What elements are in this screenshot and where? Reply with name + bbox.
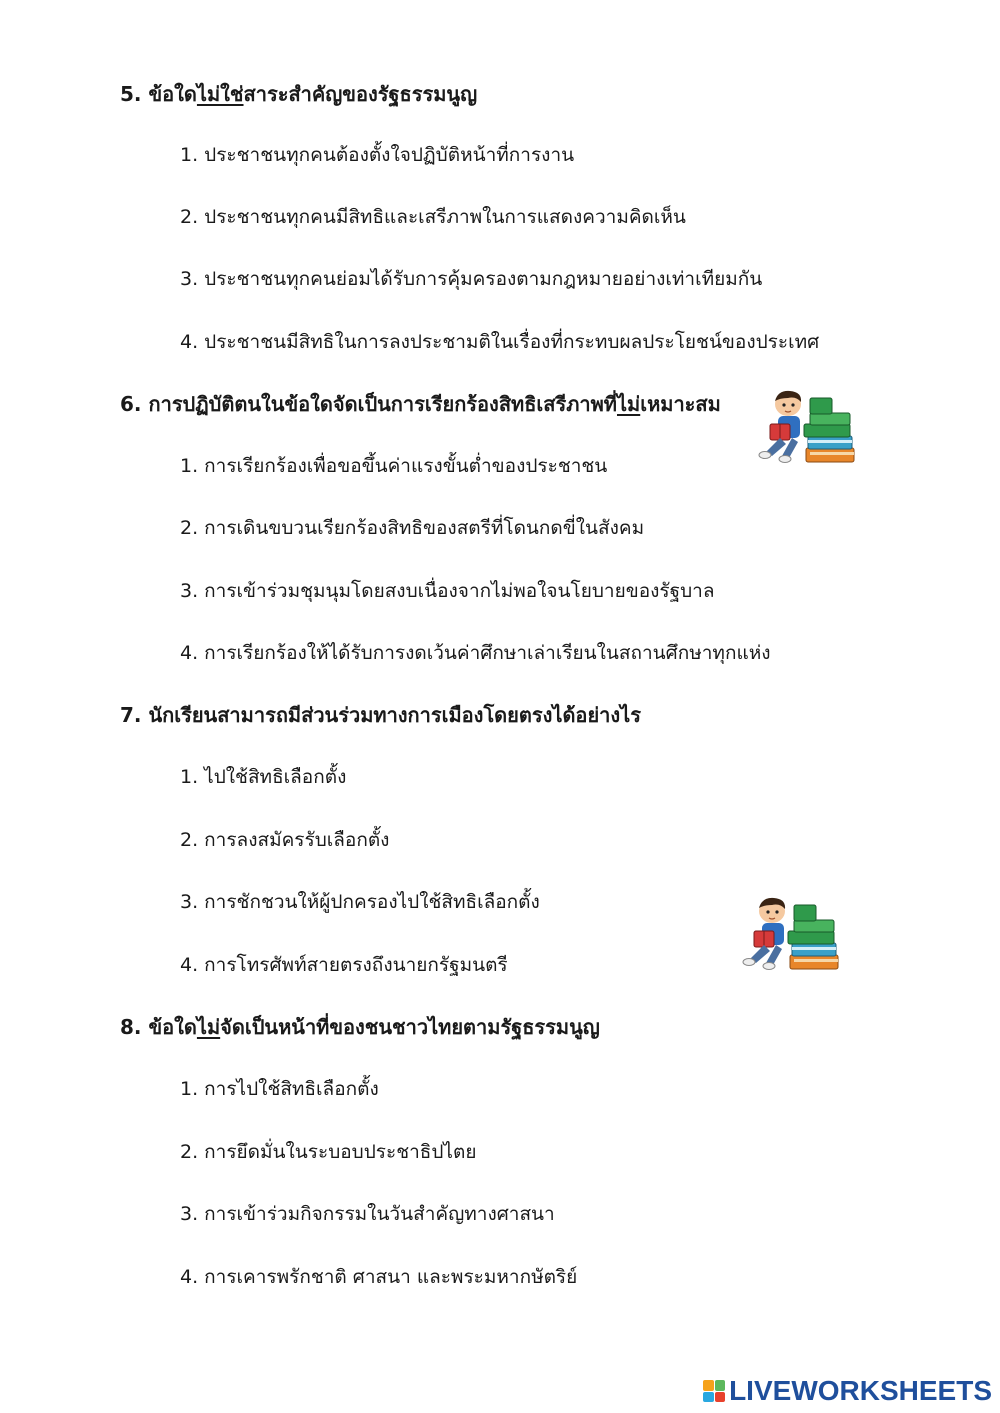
logo-square-3 — [703, 1392, 714, 1403]
question-8-option-3: 3. การเข้าร่วมกิจกรรมในวันสำคัญทางศาสนา — [180, 1203, 555, 1225]
logo-square-2 — [715, 1380, 726, 1391]
boy-reading-books-icon — [756, 386, 856, 468]
liveworksheets-logo[interactable] — [703, 1375, 992, 1407]
question-5-heading: 5. ข้อใดไม่ใช่สาระสำคัญของรัฐธรรมนูญ — [120, 82, 478, 106]
boy-reading-books-icon — [740, 893, 840, 975]
question-8-heading: 8. ข้อใดไม่จัดเป็นหน้าที่ของชนชาวไทยตามรัฐธรรมนูญ — [120, 1015, 600, 1039]
logo-square-1 — [703, 1380, 714, 1391]
question-8-option-1: 1. การไปใช้สิทธิเลือกตั้ง — [180, 1078, 379, 1100]
question-6-option-2: 2. การเดินขบวนเรียกร้องสิทธิของสตรีที่โดนกดขี่ในสังคม — [180, 517, 645, 539]
question-6-option-3: 3. การเข้าร่วมชุมนุมโดยสงบเนื่องจากไม่พอใจนโยบายของรัฐบาล — [180, 580, 715, 602]
question-8-option-4: 4. การเคารพรักชาติ ศาสนา และพระมหากษัตริย์ — [180, 1266, 578, 1288]
question-5-option-3: 3. ประชาชนทุกคนย่อมได้รับการคุ้มครองตามกฎหมายอย่างเท่าเทียมกัน — [180, 268, 763, 290]
logo-square-4 — [715, 1392, 726, 1403]
question-6-heading: 6. การปฏิบัติตนในข้อใดจัดเป็นการเรียกร้องสิทธิเสรีภาพที่ไม่เหมาะสม — [120, 392, 721, 416]
liveworksheets-logo-text: LIVEWORKSHEETS — [729, 1375, 992, 1406]
question-7-option-3: 3. การชักชวนให้ผู้ปกครองไปใช้สิทธิเลือกตั้ง — [180, 891, 540, 913]
question-5-underlined: ไม่ใช่ — [196, 82, 244, 106]
question-6-option-1: 1. การเรียกร้องเพื่อขอขึ้นค่าแรงขั้นต่ำของประชาชน — [180, 455, 608, 477]
question-7-option-1: 1. ไปใช้สิทธิเลือกตั้ง — [180, 766, 347, 788]
question-5-option-4: 4. ประชาชนมีสิทธิในการลงประชามติในเรื่องที่กระทบผลประโยชน์ของประเทศ — [180, 331, 820, 353]
question-5-option-1: 1. ประชาชนทุกคนต้องตั้งใจปฏิบัติหน้าที่การงาน — [180, 144, 575, 166]
liveworksheets-logo-icon — [703, 1380, 725, 1402]
question-6-underlined: ไม่ — [616, 392, 641, 416]
question-5-option-2: 2. ประชาชนทุกคนมีสิทธิและเสรีภาพในการแสดงความคิดเห็น — [180, 206, 686, 228]
question-8-underlined: ไม่ — [196, 1015, 221, 1039]
question-7-option-4: 4. การโทรศัพท์สายตรงถึงนายกรัฐมนตรี — [180, 954, 508, 976]
question-7-heading: 7. นักเรียนสามารถมีส่วนร่วมทางการเมืองโดยตรงได้อย่างไร — [120, 703, 641, 727]
question-6-option-4: 4. การเรียกร้องให้ได้รับการงดเว้นค่าศึกษาเล่าเรียนในสถานศึกษาทุกแห่ง — [180, 642, 771, 664]
question-8-option-2: 2. การยึดมั่นในระบอบประชาธิปไตย — [180, 1141, 477, 1163]
question-7-option-2: 2. การลงสมัครรับเลือกตั้ง — [180, 829, 390, 851]
